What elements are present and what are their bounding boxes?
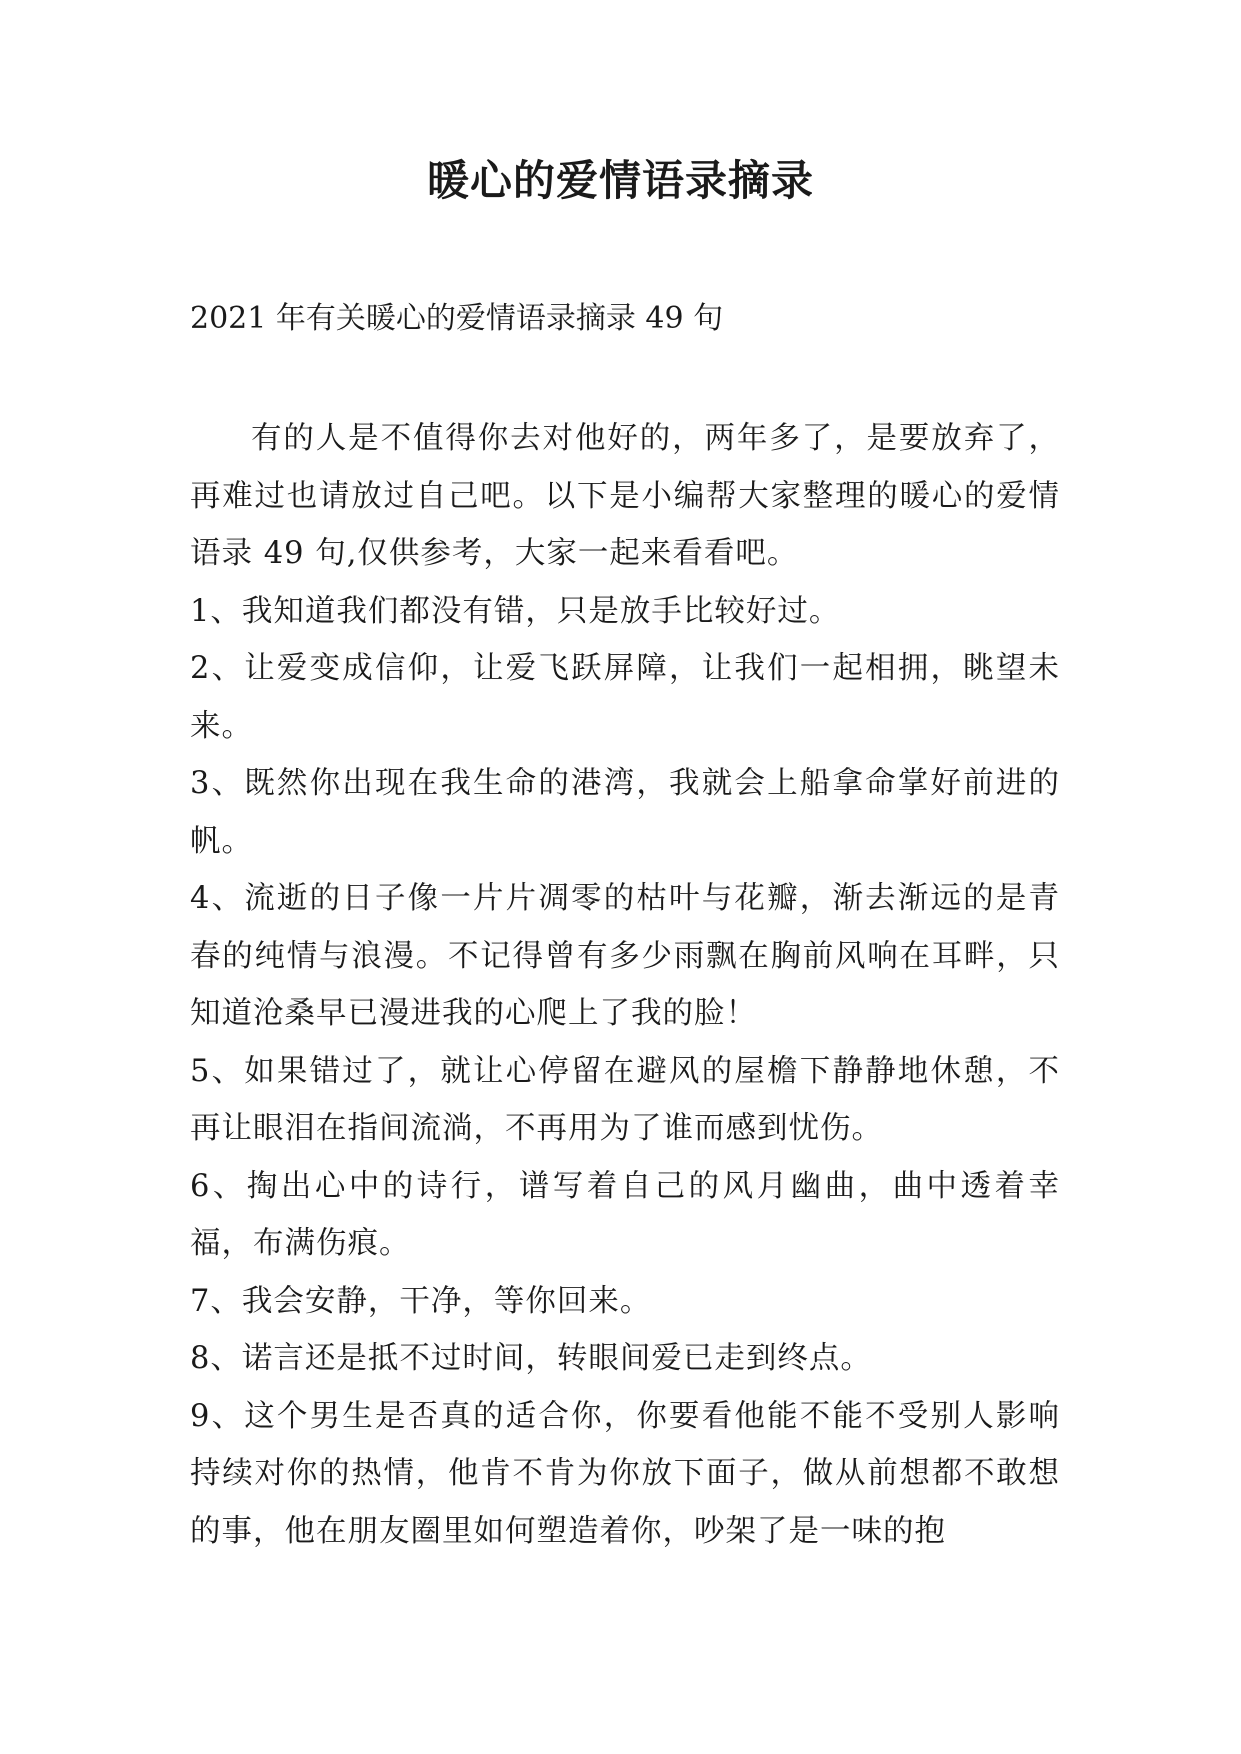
document-title: 暖心的爱情语录摘录 <box>426 156 814 205</box>
quote-item: 7、我会安静，干净，等你回来。 <box>190 1283 652 1319</box>
quote-item: 9、这个男生是否真的适合你，你要看他能不能不受别人影响持续对你的热情，他肯不肯为你放下面子，做从前想都不敢想的事，他在朋友圈里如何塑造着你，吵架了是一味的抱 <box>190 1398 1060 1549</box>
quote-item: 1、我知道我们都没有错，只是放手比较好过。 <box>190 593 841 629</box>
intro-paragraph: 有的人是不值得你去对他好的，两年多了，是要放弃了，再难过也请放过自己吧。以下是小编帮大家整理的暖心的爱情语录 49 句,仅供参考，大家一起来看看吧。 <box>190 421 1060 571</box>
quote-item: 8、诺言还是抵不过时间，转眼间爱已走到终点。 <box>190 1341 872 1376</box>
quote-item: 5、如果错过了，就让心停留在避风的屋檐下静静地休憩，不再让眼泪在指间流淌，不再用为了谁而感到忧伤。 <box>190 1053 1060 1146</box>
document-subtitle: 2021 年有关暖心的爱情语录摘录 49 句 <box>190 301 724 336</box>
document-body <box>190 410 1060 1560</box>
quote-item: 2、让爱变成信仰，让爱飞跃屏障，让我们一起相拥，眺望未来。 <box>190 651 1060 744</box>
quote-item: 3、既然你出现在我生命的港湾，我就会上船拿命掌好前进的帆。 <box>190 766 1060 859</box>
quote-item: 4、流逝的日子像一片片凋零的枯叶与花瓣，渐去渐远的是青春的纯情与浪漫。不记得曾有多少雨飘在胸前风响在耳畔，只知道沧桑早已漫进我的心爬上了我的脸！ <box>190 881 1060 1031</box>
quote-item: 6、掏出心中的诗行，谱写着自己的风月幽曲，曲中透着幸福，布满伤痕。 <box>190 1168 1060 1261</box>
